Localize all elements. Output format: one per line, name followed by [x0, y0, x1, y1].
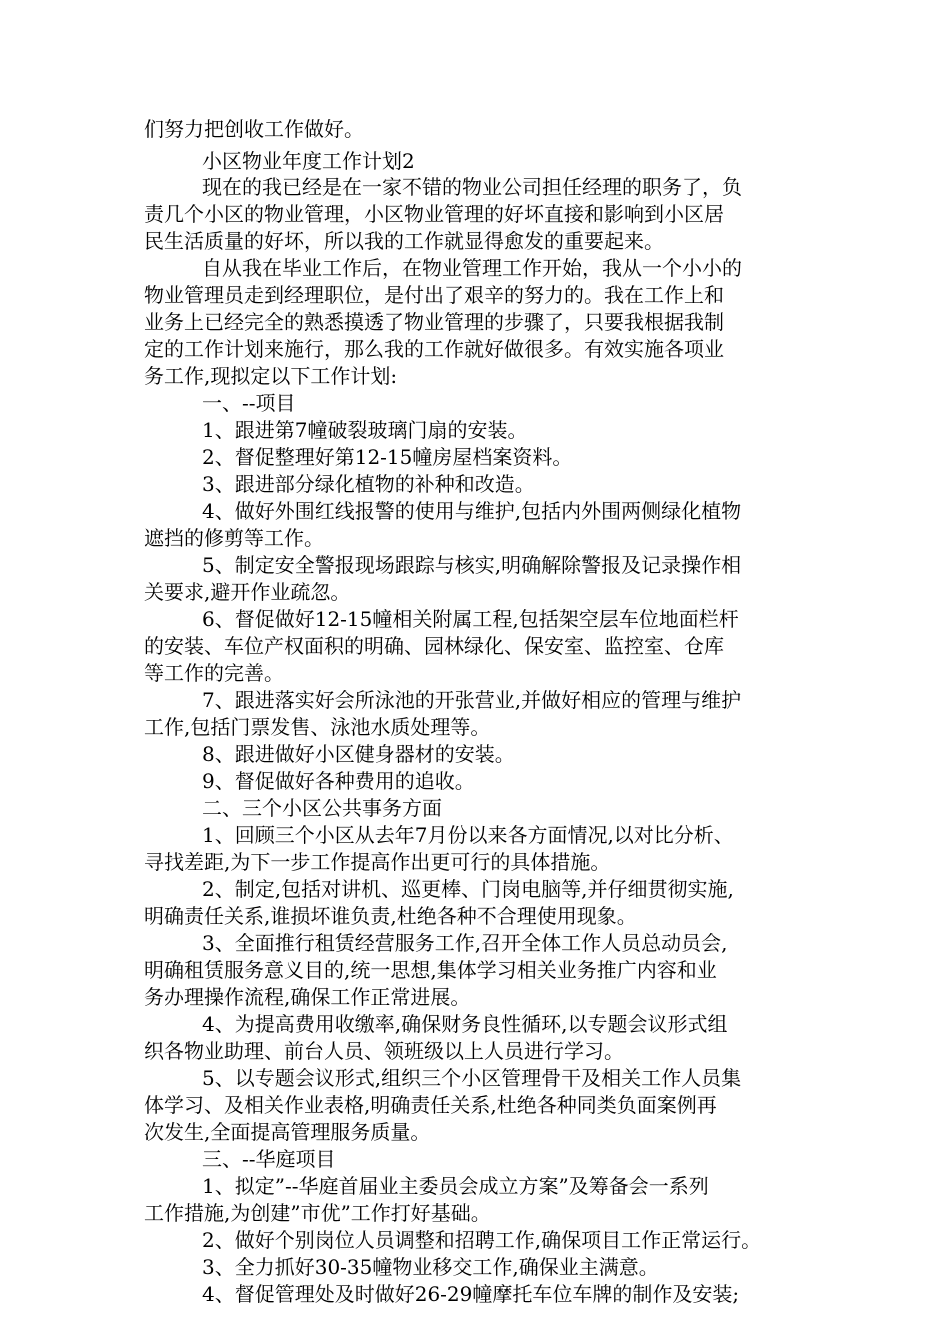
text-line: 工作,包括门票发售、泳池水质处理等。: [144, 715, 491, 739]
list-item: 5、以专题会议形式,组织三个小区管理骨干及相关工作人员集: [202, 1066, 742, 1090]
text-line: 民生活质量的好坏，所以我的工作就显得愈发的重要起来。: [144, 229, 664, 253]
text-line: 务办理操作流程,确保工作正常进展。: [144, 985, 471, 1009]
text-line: 们努力把创收工作做好。: [144, 117, 364, 141]
list-item: 8、跟进做好小区健身器材的安装。: [202, 742, 515, 766]
list-item: 7、跟进落实好会所泳池的开张营业,并做好相应的管理与维护: [202, 688, 742, 712]
text-line: 工作措施,为创建”市优”工作打好基础。: [144, 1201, 491, 1225]
list-item: 6、督促做好12-15幢相关附属工程,包括架空层车位地面栏杆: [202, 607, 739, 631]
text-line: 自从我在毕业工作后，在物业管理工作开始，我从一个小小的: [202, 256, 742, 280]
text-line: 现在的我已经是在一家不错的物业公司担任经理的职务了，负: [202, 175, 742, 199]
list-item: 4、督促管理处及时做好26-29幢摩托车位车牌的制作及安装;: [202, 1282, 740, 1306]
text-line: 业务上已经完全的熟悉摸透了物业管理的步骤了，只要我根据我制: [144, 310, 724, 334]
section-heading: 二、三个小区公共事务方面: [202, 796, 442, 820]
section-heading: 三、--华庭项目: [202, 1147, 336, 1171]
text-line: 的安装、车位产权面积的明确、园林绿化、保安室、监控室、仓库: [144, 634, 724, 658]
list-item: 1、回顾三个小区从去年7月份以来各方面情况,以对比分析、: [202, 823, 734, 847]
list-item: 3、跟进部分绿化植物的补种和改造。: [202, 472, 535, 496]
list-item: 1、拟定”--华庭首届业主委员会成立方案”及筹备会一系列: [202, 1174, 709, 1198]
list-item: 3、全力抓好30-35幢物业移交工作,确保业主满意。: [202, 1255, 659, 1279]
text-line: 明确责任关系,谁损坏谁负责,杜绝各种不合理使用现象。: [144, 904, 637, 928]
list-item: 2、督促整理好第12-15幢房屋档案资料。: [202, 445, 573, 469]
section-heading: 一、--项目: [202, 391, 296, 415]
text-line: 遮挡的修剪等工作。: [144, 526, 324, 550]
list-item: 1、跟进第7幢破裂玻璃门扇的安装。: [202, 418, 528, 442]
text-line: 明确租赁服务意义目的,统一思想,集体学习相关业务推广内容和业: [144, 958, 717, 982]
text-line: 寻找差距,为下一步工作提高作出更可行的具体措施。: [144, 850, 611, 874]
text-line: 等工作的完善。: [144, 661, 284, 685]
text-line: 关要求,避开作业疏忽。: [144, 580, 351, 604]
text-line: 务工作,现拟定以下工作计划:: [144, 364, 398, 388]
text-line: 定的工作计划来施行，那么我的工作就好做很多。有效实施各项业: [144, 337, 724, 361]
list-item: 3、全面推行租赁经营服务工作,召开全体工作人员总动员会,: [202, 931, 728, 955]
text-line: 织各物业助理、前台人员、领班级以上人员进行学习。: [144, 1039, 624, 1063]
text-line: 次发生,全面提高管理服务质量。: [144, 1120, 431, 1144]
list-item: 4、做好外围红线报警的使用与维护,包括内外围两侧绿化植物: [202, 499, 742, 523]
text-line: 体学习、及相关作业表格,明确责任关系,杜绝各种同类负面案例再: [144, 1093, 717, 1117]
section-heading: 小区物业年度工作计划2: [202, 149, 415, 173]
list-item: 2、做好个别岗位人员调整和招聘工作,确保项目工作正常运行。: [202, 1228, 762, 1252]
list-item: 9、督促做好各种费用的追收。: [202, 769, 475, 793]
list-item: 4、为提高费用收缴率,确保财务良性循环,以专题会议形式组: [202, 1012, 728, 1036]
text-line: 责几个小区的物业管理，小区物业管理的好坏直接和影响到小区居: [144, 202, 724, 226]
list-item: 2、制定,包括对讲机、巡更棒、门岗电脑等,并仔细贯彻实施,: [202, 877, 734, 901]
list-item: 5、制定安全警报现场跟踪与核实,明确解除警报及记录操作相: [202, 553, 742, 577]
text-line: 物业管理员走到经理职位，是付出了艰辛的努力的。我在工作上和: [144, 283, 724, 307]
